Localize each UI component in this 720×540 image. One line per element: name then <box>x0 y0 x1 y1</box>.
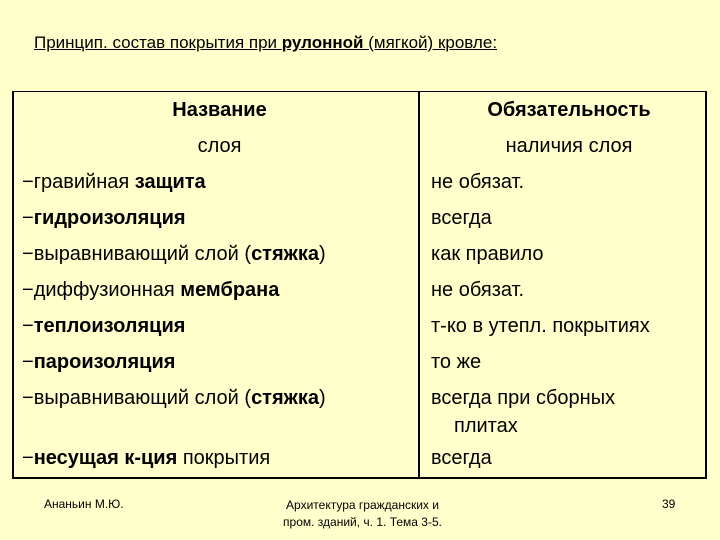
requirement-cell: не обязат. <box>431 171 525 193</box>
requirement-cell: всегда <box>431 447 492 469</box>
header-required-line1: Обязательность <box>487 99 651 121</box>
layer-row: −диффузионная мембрана <box>22 279 280 301</box>
footer-page-number: 39 <box>662 497 676 511</box>
layer-row: −несущая к-ция покрытия <box>22 447 271 469</box>
requirement-cell: т-ко в утепл. покрытиях <box>431 315 650 337</box>
footer-author: Ананьин М.Ю. <box>44 497 124 511</box>
layer-row: −гравийная защита <box>22 171 206 193</box>
header-name-line1: Название <box>172 99 267 121</box>
layer-row: −выравнивающий слой (стяжка) <box>22 243 326 265</box>
header-required-line2: наличия слоя <box>505 135 633 157</box>
footer-course: Архитектура гражданских и пром. зданий, ч. 1. Тема 3-5. <box>283 498 442 529</box>
requirement-column <box>431 92 707 476</box>
layer-row: −гидроизоляция <box>22 207 186 229</box>
column-divider <box>418 92 420 477</box>
requirement-cell: всегда <box>431 207 492 229</box>
layer-row: −выравнивающий слой (стяжка) <box>22 387 326 409</box>
header-name-line2: слоя <box>197 135 242 157</box>
layer-row: −пароизоляция <box>22 351 176 373</box>
layer-row: −теплоизоляция <box>22 315 186 337</box>
requirement-cell: как правило <box>431 243 544 265</box>
slide-title: Принцип. состав покрытия при рулонной (мягкой) кровле: <box>34 33 498 52</box>
layer-name-column <box>22 92 417 476</box>
layers-table <box>12 91 707 479</box>
requirement-cell: не обязат. <box>431 279 525 301</box>
requirement-cell: то же <box>431 351 482 373</box>
title-bold-word: рулонной <box>281 33 364 52</box>
requirement-cell: всегда при сборных плитах <box>431 387 616 437</box>
